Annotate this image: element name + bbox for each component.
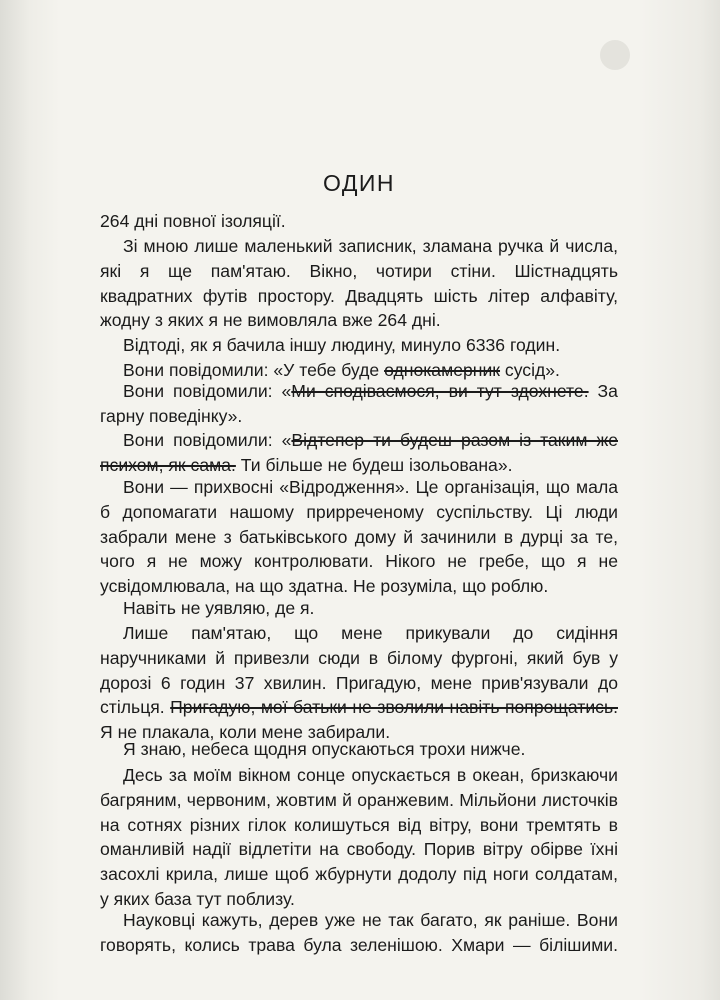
struck-text: Ми сподіваємося, ви тут здохнете. — [291, 381, 589, 401]
text-segment: Ти більше не будеш ізольована». — [235, 454, 513, 475]
text-segment: Десь за моїм вікном сонце опускається в океан, бризкаючи багряним, червоним, жовтим й оранжевим. Мільйони листочків на сотнях різних гілок колишуться від вітру, вони тремтять в оманливій надії відлетіти на свободу. Порив вітру обірве їхні засохлі крила, лише щоб жбурнути додолу під ноги солдатам, у яких база тут поблизу. — [100, 765, 618, 909]
chapter-title: ОДИН — [322, 170, 396, 196]
text-segment: 264 дні повної ізоляції. — [100, 211, 286, 231]
text-segment: Відтоді, як я бачила іншу людину, минуло 6336 годин. — [123, 335, 561, 355]
paragraph-12 — [100, 908, 618, 958]
text-segment: Я не плакала, коли мене забирали. — [100, 722, 391, 743]
struck-text: однокамерник — [384, 360, 501, 380]
text-segment: Вони повідомили: « — [123, 381, 292, 401]
paragraph-2 — [100, 234, 618, 333]
struck-text: Пригадую, мої батьки не зволили навіть попрощатись. — [170, 697, 618, 718]
paragraph-3 — [100, 333, 618, 358]
paragraph-6 — [100, 428, 618, 478]
paragraph-10 — [100, 737, 618, 762]
text-segment: Вони повідомили: «У тебе буде — [123, 360, 385, 380]
ink-bleed-mark — [600, 40, 630, 70]
paragraph-1 — [100, 209, 618, 234]
text-segment: Лише пам'ятаю, що мене прикували до сидіння наручниками й привезли сюди в білому фургоні, який був у дорозі 6 годин 37 хвилин. Пригадую, мене прив'язували до стільця. — [100, 623, 618, 718]
text-segment: Вони — прихвосні «Відродження». Це організація, що мала б допомагати нашому прирреченому суспільству. Ці люди забрали мене з батьківського дому й зачинили в дурці за те, чого я не можу контролювати. Нікого не гребе, що я не усвідомлювала, на що здатна. Не розуміла, що роблю. — [100, 477, 618, 597]
text-segment: Зі мною лише маленький записник, зламана ручка й числа, які я ще пам'ятаю. Вікно, чотири стіни. Шістнадцять квадратних футів простору. Двадцять шість літер алфавіту, жодну з яких я не вимовляла вже 264 дні. — [100, 236, 618, 331]
paragraph-11 — [100, 763, 618, 912]
paragraph-8 — [100, 596, 618, 621]
text-segment: Вони повідомили: « — [123, 430, 292, 450]
text-segment: Навіть не уявляю, де я. — [123, 598, 315, 618]
paragraph-5 — [100, 379, 618, 429]
text-segment: За гарну поведінку». — [100, 381, 618, 426]
paragraph-7 — [100, 475, 618, 599]
text-segment: Я знаю, небеса щодня опускаються трохи нижче. — [123, 739, 526, 759]
text-segment: Науковці кажуть, дерев уже не так багато, як раніше. Вони говорять, колись трава була зеленішою. Хмари — білішими. — [100, 910, 618, 955]
paragraph-9 — [100, 621, 618, 745]
text-segment: сусід». — [500, 360, 560, 380]
struck-text: Відтепер ти будеш разом із таким же психом, як сама. — [100, 430, 618, 475]
